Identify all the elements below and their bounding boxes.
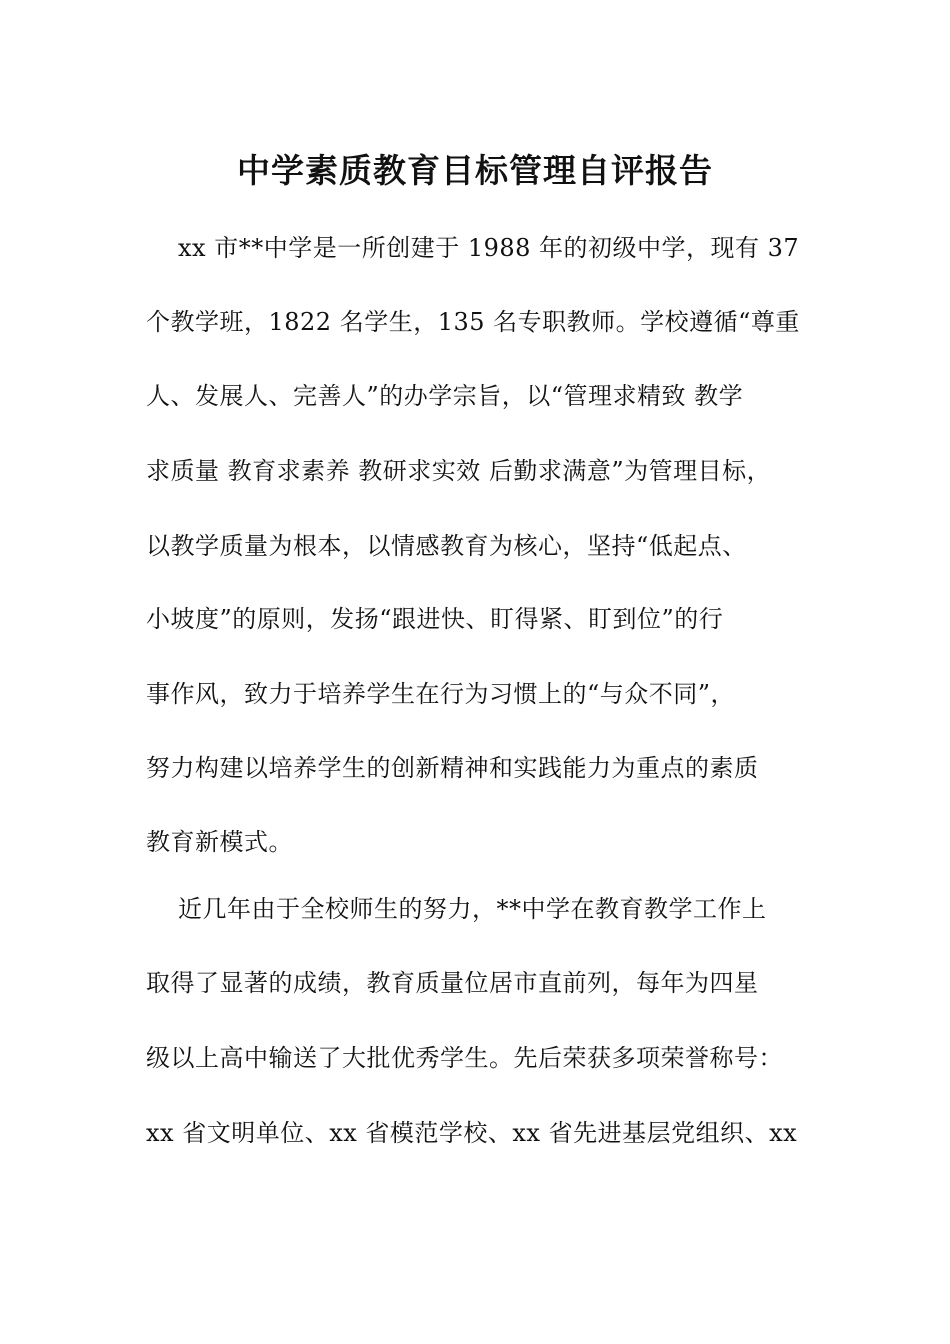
- paragraph-line: 个教学班，1822 名学生，135 名专职教师。学校遵循“尊重: [146, 308, 800, 336]
- paragraph-line: 人、发展人、完善人”的办学宗旨，以“管理求精致 教学: [146, 382, 744, 410]
- paragraph-line: 求质量 教育求素养 教研求实效 后勤求满意”为管理目标，: [146, 457, 772, 485]
- paragraph-line: 努力构建以培养学生的创新精神和实践能力为重点的素质: [146, 754, 759, 782]
- paragraph-line: 小坡度”的原则，发扬“跟进快、盯得紧、盯到位”的行: [146, 605, 724, 633]
- paragraph-line: 教育新模式。: [146, 828, 293, 856]
- document-title: 中学素质教育目标管理自评报告: [237, 151, 713, 190]
- paragraph-line: xx 市**中学是一所创建于 1988 年的初级中学，现有 37: [178, 234, 800, 262]
- paragraph-line: 事作风，致力于培养学生在行为习惯上的“与众不同”，: [146, 680, 736, 708]
- paragraph-line: xx 省文明单位、xx 省模范学校、xx 省先进基层党组织、xx: [146, 1119, 798, 1147]
- paragraph-line: 级以上高中输送了大批优秀学生。先后荣获多项荣誉称号：: [146, 1044, 783, 1072]
- paragraph-line: 近几年由于全校师生的努力，**中学在教育教学工作上: [178, 895, 767, 923]
- paragraph-line: 取得了显著的成绩，教育质量位居市直前列，每年为四星: [146, 969, 759, 997]
- paragraph-line: 以教学质量为根本，以情感教育为核心，坚持“低起点、: [146, 532, 747, 560]
